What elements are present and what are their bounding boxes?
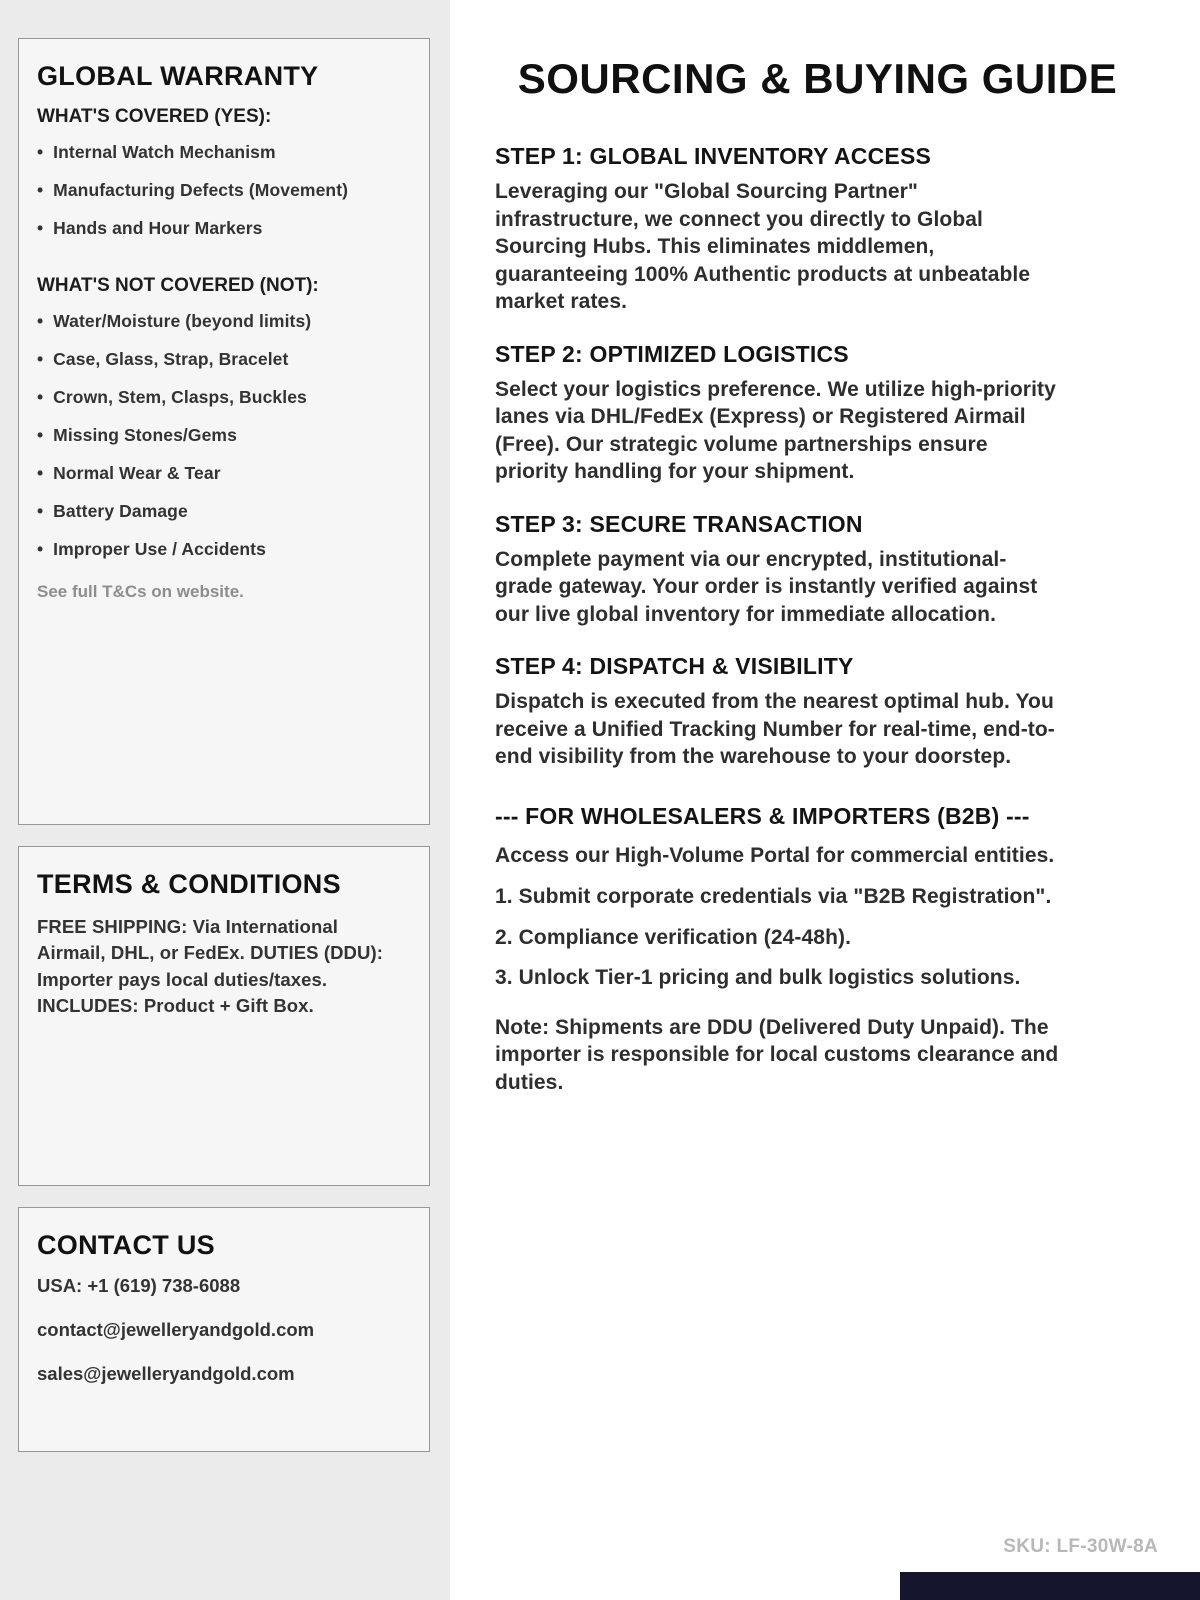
step-2: [495, 341, 1060, 486]
step-3-body: Complete payment via our encrypted, institutional-grade gateway. Your order is instantly verified against our live global inventory for immediate allocation.: [495, 547, 1038, 626]
sku-label: SKU: LF-30W-8A: [1003, 1536, 1158, 1557]
step-3-heading: STEP 3: SECURE TRANSACTION: [495, 510, 863, 537]
terms-panel: [18, 846, 430, 1186]
list-item: • Improper Use / Accidents: [37, 539, 411, 560]
step-4-heading: STEP 4: DISPATCH & VISIBILITY: [495, 653, 854, 679]
page-title: SOURCING & BUYING GUIDE: [517, 55, 1118, 102]
contact-phone: USA: +1 (619) 738-6088: [37, 1275, 241, 1296]
contact-email-primary: contact@jewelleryandgold.com: [37, 1319, 315, 1340]
contact-email-sales: sales@jewelleryandgold.com: [37, 1363, 295, 1384]
b2b-heading: --- FOR WHOLESALERS & IMPORTERS (B2B) ---: [495, 802, 1030, 829]
terms-title: TERMS & CONDITIONS: [37, 869, 341, 899]
list-item: • Hands and Hour Markers: [37, 218, 411, 239]
step-1: [495, 143, 1060, 316]
step-4: [495, 653, 1060, 771]
step-2-body: Select your logistics preference. We utilize high-priority lanes via DHL/FedEx (Express) or Registered Airmail (Free). Our strategic volume partnerships ensure priority handling for your shipment.: [495, 377, 1056, 483]
b2b-item-3: 3. Unlock Tier-1 pricing and bulk logistics solutions.: [495, 966, 1021, 989]
list-item: • Water/Moisture (beyond limits): [37, 311, 411, 332]
contact-title: CONTACT US: [37, 1230, 215, 1260]
covered-heading: WHAT'S COVERED (YES):: [37, 106, 272, 127]
warranty-footnote: See full T&Cs on website.: [37, 582, 244, 601]
not-covered-heading: WHAT'S NOT COVERED (NOT):: [37, 275, 319, 296]
list-item: • Crown, Stem, Clasps, Buckles: [37, 387, 411, 408]
step-1-body: Leveraging our "Global Sourcing Partner" infrastructure, we connect you directly to Global Sourcing Hubs. This eliminates middlemen, guaranteeing 100% Authentic products at unbeatable market rates.: [495, 180, 1031, 313]
terms-body: FREE SHIPPING: Via International Airmail, DHL, or FedEx. DUTIES (DDU): Importer pays local duties/taxes. INCLUDES: Product + Gift Box.: [37, 916, 383, 1016]
warranty-title: GLOBAL WARRANTY: [37, 61, 319, 91]
not-covered-list: [37, 311, 411, 560]
contact-panel: [18, 1207, 430, 1452]
list-item: • Battery Damage: [37, 501, 411, 522]
list-item: • Normal Wear & Tear: [37, 463, 411, 484]
sidebar: [0, 0, 450, 1600]
step-3: [495, 511, 1060, 629]
step-4-body: Dispatch is executed from the nearest optimal hub. You receive a Unified Tracking Number for real-time, end-to-end visibility from the warehouse to your doorstep.: [495, 690, 1055, 768]
b2b-intro: Access our High-Volume Portal for commercial entities.: [495, 843, 1055, 867]
list-item: • Missing Stones/Gems: [37, 425, 411, 446]
main-content: [450, 0, 1200, 1600]
b2b-section: [495, 803, 1080, 1097]
b2b-item-1: 1. Submit corporate credentials via "B2B Registration".: [495, 885, 1052, 908]
warranty-panel: [18, 38, 430, 825]
footer-bar: [900, 1572, 1200, 1600]
list-item: • Case, Glass, Strap, Bracelet: [37, 349, 411, 370]
list-item: • Internal Watch Mechanism: [37, 142, 411, 163]
b2b-item-2: 2. Compliance verification (24-48h).: [495, 925, 852, 949]
step-1-heading: STEP 1: GLOBAL INVENTORY ACCESS: [495, 143, 932, 169]
list-item: • Manufacturing Defects (Movement): [37, 180, 411, 201]
step-2-heading: STEP 2: OPTIMIZED LOGISTICS: [495, 340, 849, 367]
b2b-note: Note: Shipments are DDU (Delivered Duty Unpaid). The importer is responsible for local customs clearance and duties.: [495, 1015, 1059, 1094]
covered-list: [37, 142, 411, 239]
